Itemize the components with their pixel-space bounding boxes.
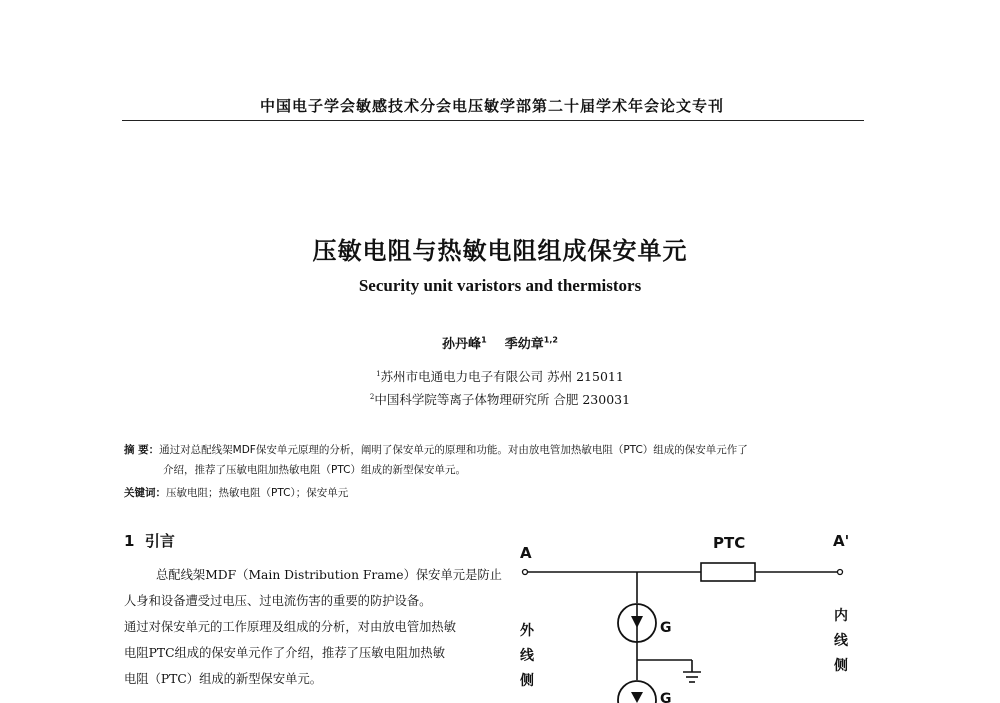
body-text-line: 人身和设备遭受过电压、过电流伤害的重要的防护设备。 xyxy=(124,594,432,608)
author-name: 孙丹峰 xyxy=(442,337,482,352)
abstract-label: 摘 要： xyxy=(124,444,160,456)
body-text-line: 电阻（PTC）组成的新型保安单元。 xyxy=(124,672,323,686)
affiliation-text: 苏州市电通电力电子有限公司 苏州 215011 xyxy=(380,369,624,384)
outer-side-label: 外 xyxy=(520,623,534,639)
affiliation xyxy=(250,367,750,385)
terminal-a-prime xyxy=(838,570,843,575)
author-affiliation-mark: 1 xyxy=(481,335,487,345)
terminal-a xyxy=(523,570,528,575)
abstract-text: 通过对总配线架MDF保安单元原理的分析，阐明了保安单元的原理和功能。对由放电管加热敏电阻（PTC）组成的保安单元作了 xyxy=(159,444,748,456)
author-affiliation-mark: 1,2 xyxy=(543,335,558,345)
keywords-text: 压敏电阻；热敏电阻（PTC）；保安单元 xyxy=(166,487,349,499)
body-text-line: 总配线架MDF（Main Distribution Frame）保安单元是防止 xyxy=(156,568,502,582)
affiliation-mark: 1 xyxy=(376,369,381,378)
header-rule xyxy=(122,120,864,121)
affiliation-text: 中国科学院等离子体物理研究所 合肥 230031 xyxy=(374,392,631,407)
g2-label: G xyxy=(660,691,672,703)
body-text-line: 电阻PTC组成的保安单元作了介绍，推荐了压敏电阻加热敏 xyxy=(124,646,446,660)
author-name: 季幼章 xyxy=(504,337,544,352)
abstract-line: 介绍，推荐了压敏电阻加热敏电阻（PTC）组成的新型保安单元。 xyxy=(163,464,466,476)
node-a-prime-label: A' xyxy=(833,532,850,550)
outer-side-label: 线 xyxy=(520,648,534,664)
section-number: 1 xyxy=(124,532,135,550)
keywords-line xyxy=(124,484,864,503)
inner-side-label: 线 xyxy=(834,633,848,649)
affiliation xyxy=(250,390,750,408)
keywords-label: 关键词： xyxy=(124,487,166,499)
paper-title-chinese: 压敏电阻与热敏电阻组成保安单元 xyxy=(312,237,688,265)
body-text-line: 通过对保安单元的工作原理及组成的分析，对由放电管加热敏 xyxy=(124,620,457,634)
ptc-label: PTC xyxy=(713,534,746,552)
running-header: 中国电子学会敏感技术分会电压敏学部第二十届学术年会论文专刊 xyxy=(259,97,724,115)
section-heading xyxy=(124,530,175,551)
section-title: 引言 xyxy=(144,532,175,550)
affiliation-mark: 2 xyxy=(369,392,375,401)
g1-label: G xyxy=(660,620,672,636)
circuit-diagram xyxy=(500,520,870,703)
outer-side-label: 侧 xyxy=(520,673,534,689)
abstract-line xyxy=(124,441,864,460)
inner-side-label: 内 xyxy=(834,608,848,624)
inner-side-label: 侧 xyxy=(834,658,848,674)
node-a-label: A xyxy=(520,544,532,562)
ptc-resistor xyxy=(701,563,755,581)
author-list xyxy=(300,333,700,352)
paper-title-english: Security unit varistors and thermistors xyxy=(358,276,642,295)
